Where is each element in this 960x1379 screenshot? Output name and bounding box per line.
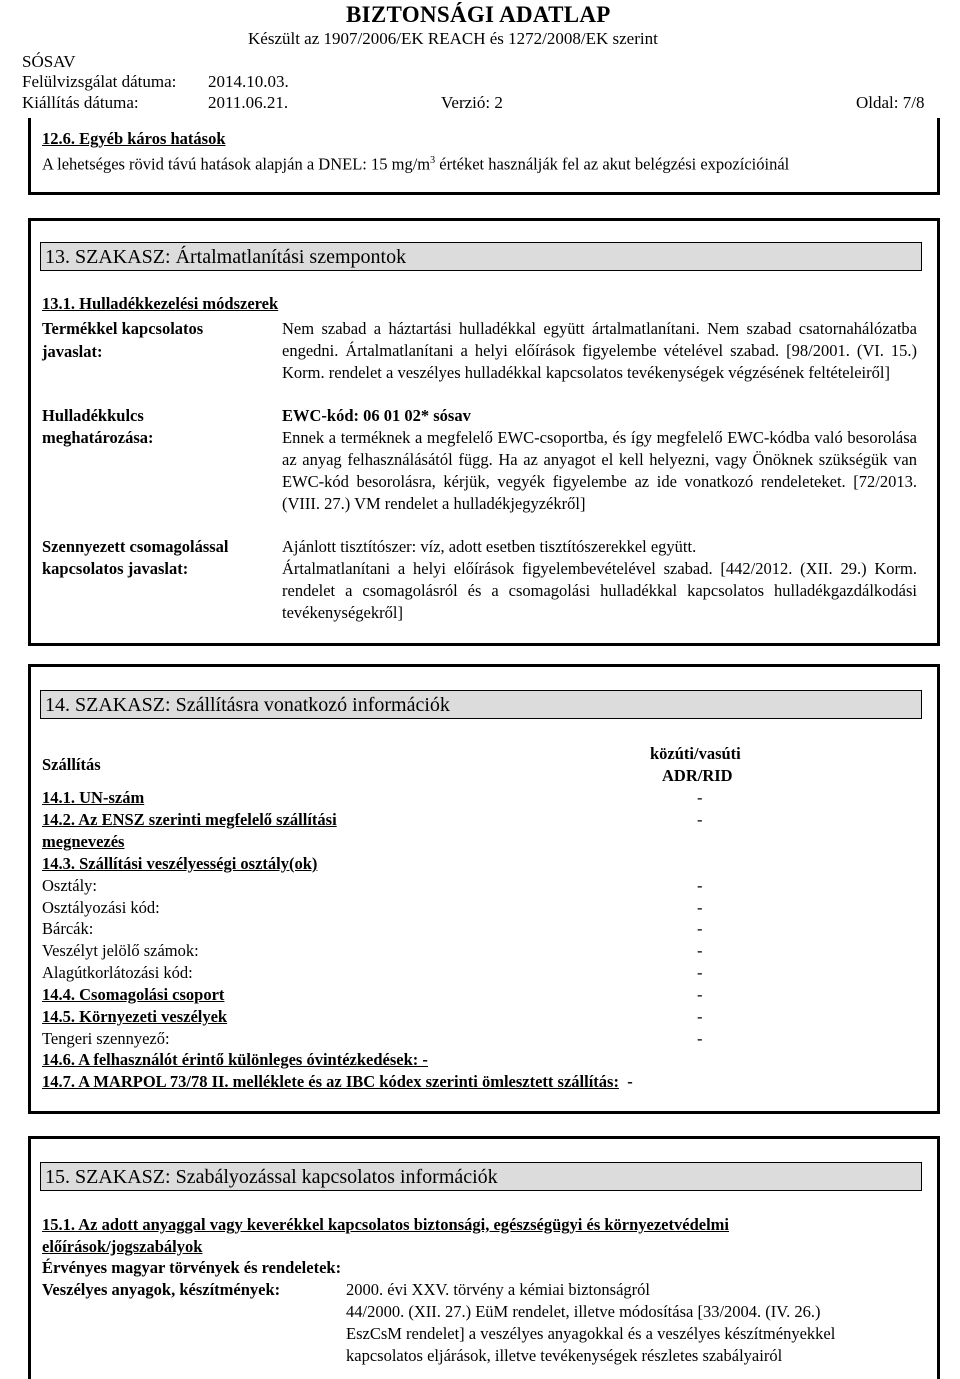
labels-value: - — [697, 919, 703, 938]
product-label-2: javaslat: — [42, 342, 103, 361]
marine-pollutant-label: Tengeri szennyező: — [42, 1029, 170, 1048]
waste-key-label-2: meghatározása: — [42, 428, 154, 447]
waste-key-label-1: Hulladékkulcs — [42, 406, 144, 425]
un-number-value: - — [697, 788, 703, 807]
document-subtitle: Készült az 1907/2006/EK REACH és 1272/2008/EK szerint — [248, 29, 658, 48]
law-line-2: 44/2000. (XII. 27.) EüM rendelet, illetve módosítása [33/2004. (IV. 26.) — [346, 1302, 821, 1321]
env-hazards-value: - — [697, 1007, 703, 1026]
law-line-4: kapcsolatos eljárások, illetve tevékenységek részletes szabályairól — [346, 1346, 783, 1365]
shipping-name-label-2: megnevezés — [42, 832, 125, 851]
road-rail-header: közúti/vasúti — [650, 744, 741, 763]
section-13-title: 13. SZAKASZ: Ártalmatlanítási szempontok — [40, 242, 922, 271]
special-precautions: 14.6. A felhasználót érintő különleges óvintézkedések: - — [42, 1050, 428, 1069]
un-number-label: 14.1. UN-szám — [42, 788, 145, 807]
adr-rid-header: ADR/RID — [662, 766, 733, 785]
ewc-code: EWC-kód: 06 01 02* sósav — [282, 406, 471, 425]
product-disposal-text: Nem szabad a háztartási hulladékkal együtt ártalmatlanítani. Nem szabad csatornahálózatba engedni. Ártalmatlanítani a helyi előírások figyelembe vételével szabad. [98/2001. (VI. 15.) Korm. rendelet a veszélyes hulladékkal kapcsolatos tevékenységek végzésének feltételeiről] — [282, 319, 917, 382]
law-line-1: 2000. évi XXV. törvény a kémiai biztonságról — [346, 1280, 650, 1299]
hazard-class-heading: 14.3. Szállítási veszélyességi osztály(ok) — [42, 854, 318, 873]
shipping-name-label-1: 14.2. Az ENSZ szerinti megfelelő szállítási — [42, 810, 337, 829]
class-label: Osztály: — [42, 876, 97, 895]
packaging-label-1: Szennyezett csomagolással — [42, 537, 229, 556]
marine-pollutant-value: - — [697, 1029, 703, 1048]
classification-code-value: - — [697, 898, 703, 917]
law-line-3: EszCsM rendelet] a veszélyes anyagokkal és a veszélyes készítményekkel — [346, 1324, 836, 1343]
tunnel-code-value: - — [697, 963, 703, 982]
marpol-value: - — [627, 1072, 633, 1091]
packing-group-label: 14.4. Csomagolási csoport — [42, 985, 225, 1004]
marpol-label: 14.7. A MARPOL 73/78 II. melléklete és az IBC kódex szerinti ömlesztett szállítás: — [42, 1072, 619, 1091]
section-15-1-heading-2: előírások/jogszabályok — [42, 1237, 203, 1256]
document-title: BIZTONSÁGI ADATLAP — [346, 2, 611, 27]
section-13-1-heading: 13.1. Hulladékkezelési módszerek — [42, 294, 279, 313]
cleaning-agent-text: Ajánlott tisztítószer: víz, adott esetben tisztítószerekkel együtt. — [282, 537, 697, 556]
hazard-numbers-value: - — [697, 941, 703, 960]
version: Verzió: 2 — [441, 93, 503, 112]
packaging-label-2: kapcsolatos javaslat: — [42, 559, 189, 578]
section-14-title: 14. SZAKASZ: Szállításra vonatkozó információk — [40, 690, 922, 719]
classification-code-label: Osztályozási kód: — [42, 898, 160, 917]
review-date-label: Felülvizsgálat dátuma: — [22, 72, 177, 91]
page-number: Oldal: 7/8 — [856, 93, 925, 112]
tunnel-code-label: Alagútkorlátozási kód: — [42, 963, 193, 982]
hazardous-substances-label: Veszélyes anyagok, készítmények: — [42, 1280, 281, 1299]
section-12-6-text: A lehetséges rövid távú hatások alapján a DNEL: 15 $mg/m^3$ értéket használják fel az akut belégzési expozícióinál — [42, 154, 790, 174]
section-15-title: 15. SZAKASZ: Szabályozással kapcsolatos információk — [40, 1162, 922, 1191]
issue-date: 2011.06.21. — [208, 93, 289, 112]
review-date: 2014.10.03. — [208, 72, 289, 91]
issue-date-label: Kiállítás dátuma: — [22, 93, 139, 112]
product-name: SÓSAV — [22, 52, 76, 71]
waste-key-text: Ennek a terméknek a megfelelő EWC-csoportba, és így megfelelő EWC-kódba való besorolása az anyag felhasználásától függ. Ha az anyagot el kell helyezni, vagy Önöknek szükségük van EWC-kód besorolásra, kérjük, vegyék figyelembe az ide vonatkozó rendeleteket. [72/2013. (VIII. 27.) VM rendelet a hulladékjegyzékről] — [282, 428, 917, 513]
shipping-name-value: - — [697, 810, 703, 829]
packaging-disposal-text: Ártalmatlanítani a helyi előírások figyelembevételével szabad. [442/2012. (XII. 29.) Korm. rendelet a csomagolásról és a csomagolási hulladékkal kapcsolatos hulladékgazdálkodási tevékenységekről] — [282, 559, 917, 622]
section-15-1-heading-1: 15.1. Az adott anyaggal vagy keverékkel kapcsolatos biztonsági, egészségügyi és környezetvédelmi — [42, 1215, 729, 1234]
section-12-6-heading: 12.6. Egyéb káros hatások — [42, 129, 226, 148]
transport-label: Szállítás — [42, 755, 101, 774]
env-hazards-label: 14.5. Környezeti veszélyek — [42, 1007, 228, 1026]
class-value: - — [697, 876, 703, 895]
packing-group-value: - — [697, 985, 703, 1004]
hazard-numbers-label: Veszélyt jelölő számok: — [42, 941, 199, 960]
labels-label: Bárcák: — [42, 919, 94, 938]
product-label-1: Termékkel kapcsolatos — [42, 319, 204, 338]
marpol-row — [42, 1071, 633, 1093]
valid-laws-label: Érvényes magyar törvények és rendeletek: — [42, 1258, 342, 1277]
